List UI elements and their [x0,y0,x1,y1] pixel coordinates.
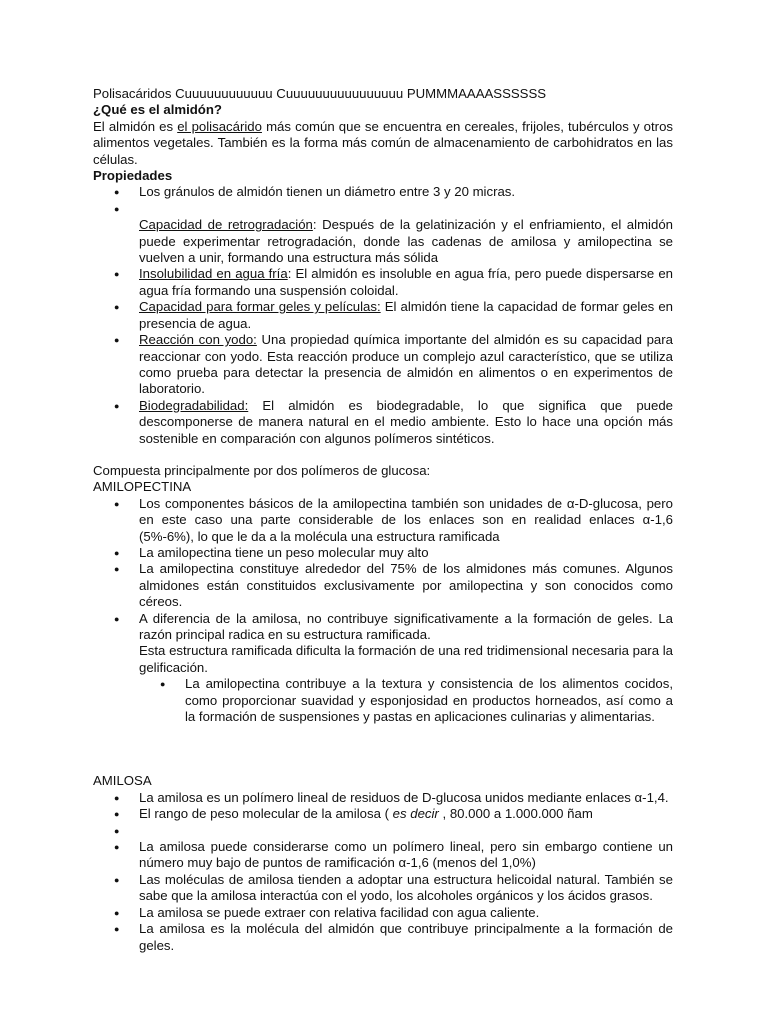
list-item-biodegradabilidad: ● Biodegradabilidad: El almidón es biodegradable, lo que significa que puede descomponerse de manera natural en el medio ambiente. Esto lo hace una opción más sostenible en comparación con algunos polímeros sintéticos. [93,398,673,447]
list-item: ● La amilosa se puede extraer con relativa facilidad con agua caliente. [93,905,673,921]
polisacarido-link[interactable]: el polisacárido [177,118,262,134]
properties-list [93,184,673,447]
amilopectina-heading: AMILOPECTINA [93,479,192,495]
list-item: ● La amilopectina tiene un peso molecular muy alto [93,545,673,561]
amilopectina-nested-list [93,676,673,725]
document-page [93,86,673,954]
list-item-yodo: ● Reacción con yodo: Una propiedad química importante del almidón es su capacidad para reaccionar con yodo. Esta reacción produce un complejo azul característico, que se utiliza como prueba para detectar la presencia de almidón en alimentos o en experimentos de laboratorio. [93,332,673,398]
amilosa-heading: AMILOSA [93,773,152,789]
properties-heading: Propiedades [93,168,173,184]
amilosa-list [93,790,673,954]
empty-list-item [93,201,673,217]
intro-paragraph: El almidón es el polisacárido más común que se encuentra en cereales, frijoles, tubérculos y otros alimentos vegetales. También es la forma más común de almacenamiento de carbohidratos en las células. [93,118,674,167]
list-item: ● El rango de peso molecular de la amilosa ( es decir , 80.000 a 1.000.000 ñam [93,806,673,822]
amilopectina-list [93,496,673,644]
list-item: ● Los gránulos de almidón tienen un diámetro entre 3 y 20 micras. [93,184,673,200]
composition-line: Compuesta principalmente por dos polímeros de glucosa: [93,462,431,478]
list-item: ● La amilosa puede considerarse como un polímero lineal, pero sin embargo contiene un número muy bajo de puntos de ramificación α-1,6 (menos del 1,0%) [93,839,673,872]
list-item: ● Los componentes básicos de la amilopectina también son unidades de α-D-glucosa, pero en este caso una parte considerable de los enlaces son en realidad enlaces α-1,6 (5%-6%), lo que le da a la molécula una estructura ramificada [93,496,673,545]
list-item: ● La amilopectina constituye alrededor del 75% de los almidones más comunes. Algunos almidones están constituidos exclusivamente por amilopectina y son conocidos como céreos. [93,561,673,610]
list-item: ● Las moléculas de amilosa tienden a adoptar una estructura helicoidal natural. También se sabe que la amilosa interactúa con el yodo, los alcoholes orgánicos y los ácidos grasos. [93,872,673,905]
list-item: ● A diferencia de la amilosa, no contribuye significativamente a la formación de geles. La razón principal radica en su estructura ramificada. [93,611,673,644]
nested-list-item: ● La amilopectina contribuye a la textura y consistencia de los alimentos cocidos, como proporcionar suavidad y esponjosidad en productos horneados, así como a la formación de suspensiones y pastas en aplicaciones culinarias y alimentarias. [93,676,673,725]
list-item: ● La amilosa es un polímero lineal de residuos de D-glucosa unidos mediante enlaces α-1,4. [93,790,673,806]
document-title-line: Polisacáridos Cuuuuuuuuuuuu Cuuuuuuuuuuuuuuuu PUMMMAAAASSSSSS [93,86,547,101]
list-item-insolubilidad: ● Insolubilidad en agua fría: El almidón es insoluble en agua fría, pero puede dispersarse en agua fría formando una suspensión coloidal. [93,266,673,299]
list-item-retrogradacion: Capacidad de retrogradación: Después de la gelatinización y el enfriamiento, el almidón puede experimentar retrogradación, donde las cadenas de amilosa y amilopectina se vuelven a unir, formando una estructura más sólida [139,217,673,266]
question-heading: ¿Qué es el almidón? [93,102,222,118]
list-item: ● La amilosa es la molécula del almidón que contribuye principalmente a la formación de geles. [93,921,673,954]
list-item-geles: ● Capacidad para formar geles y películas: El almidón tiene la capacidad de formar geles en presencia de agua. [93,299,673,332]
empty-list-item [93,823,673,839]
amilopectina-continuation: Esta estructura ramificada dificulta la formación de una red tridimensional necesaria para la gelificación. [139,643,673,675]
